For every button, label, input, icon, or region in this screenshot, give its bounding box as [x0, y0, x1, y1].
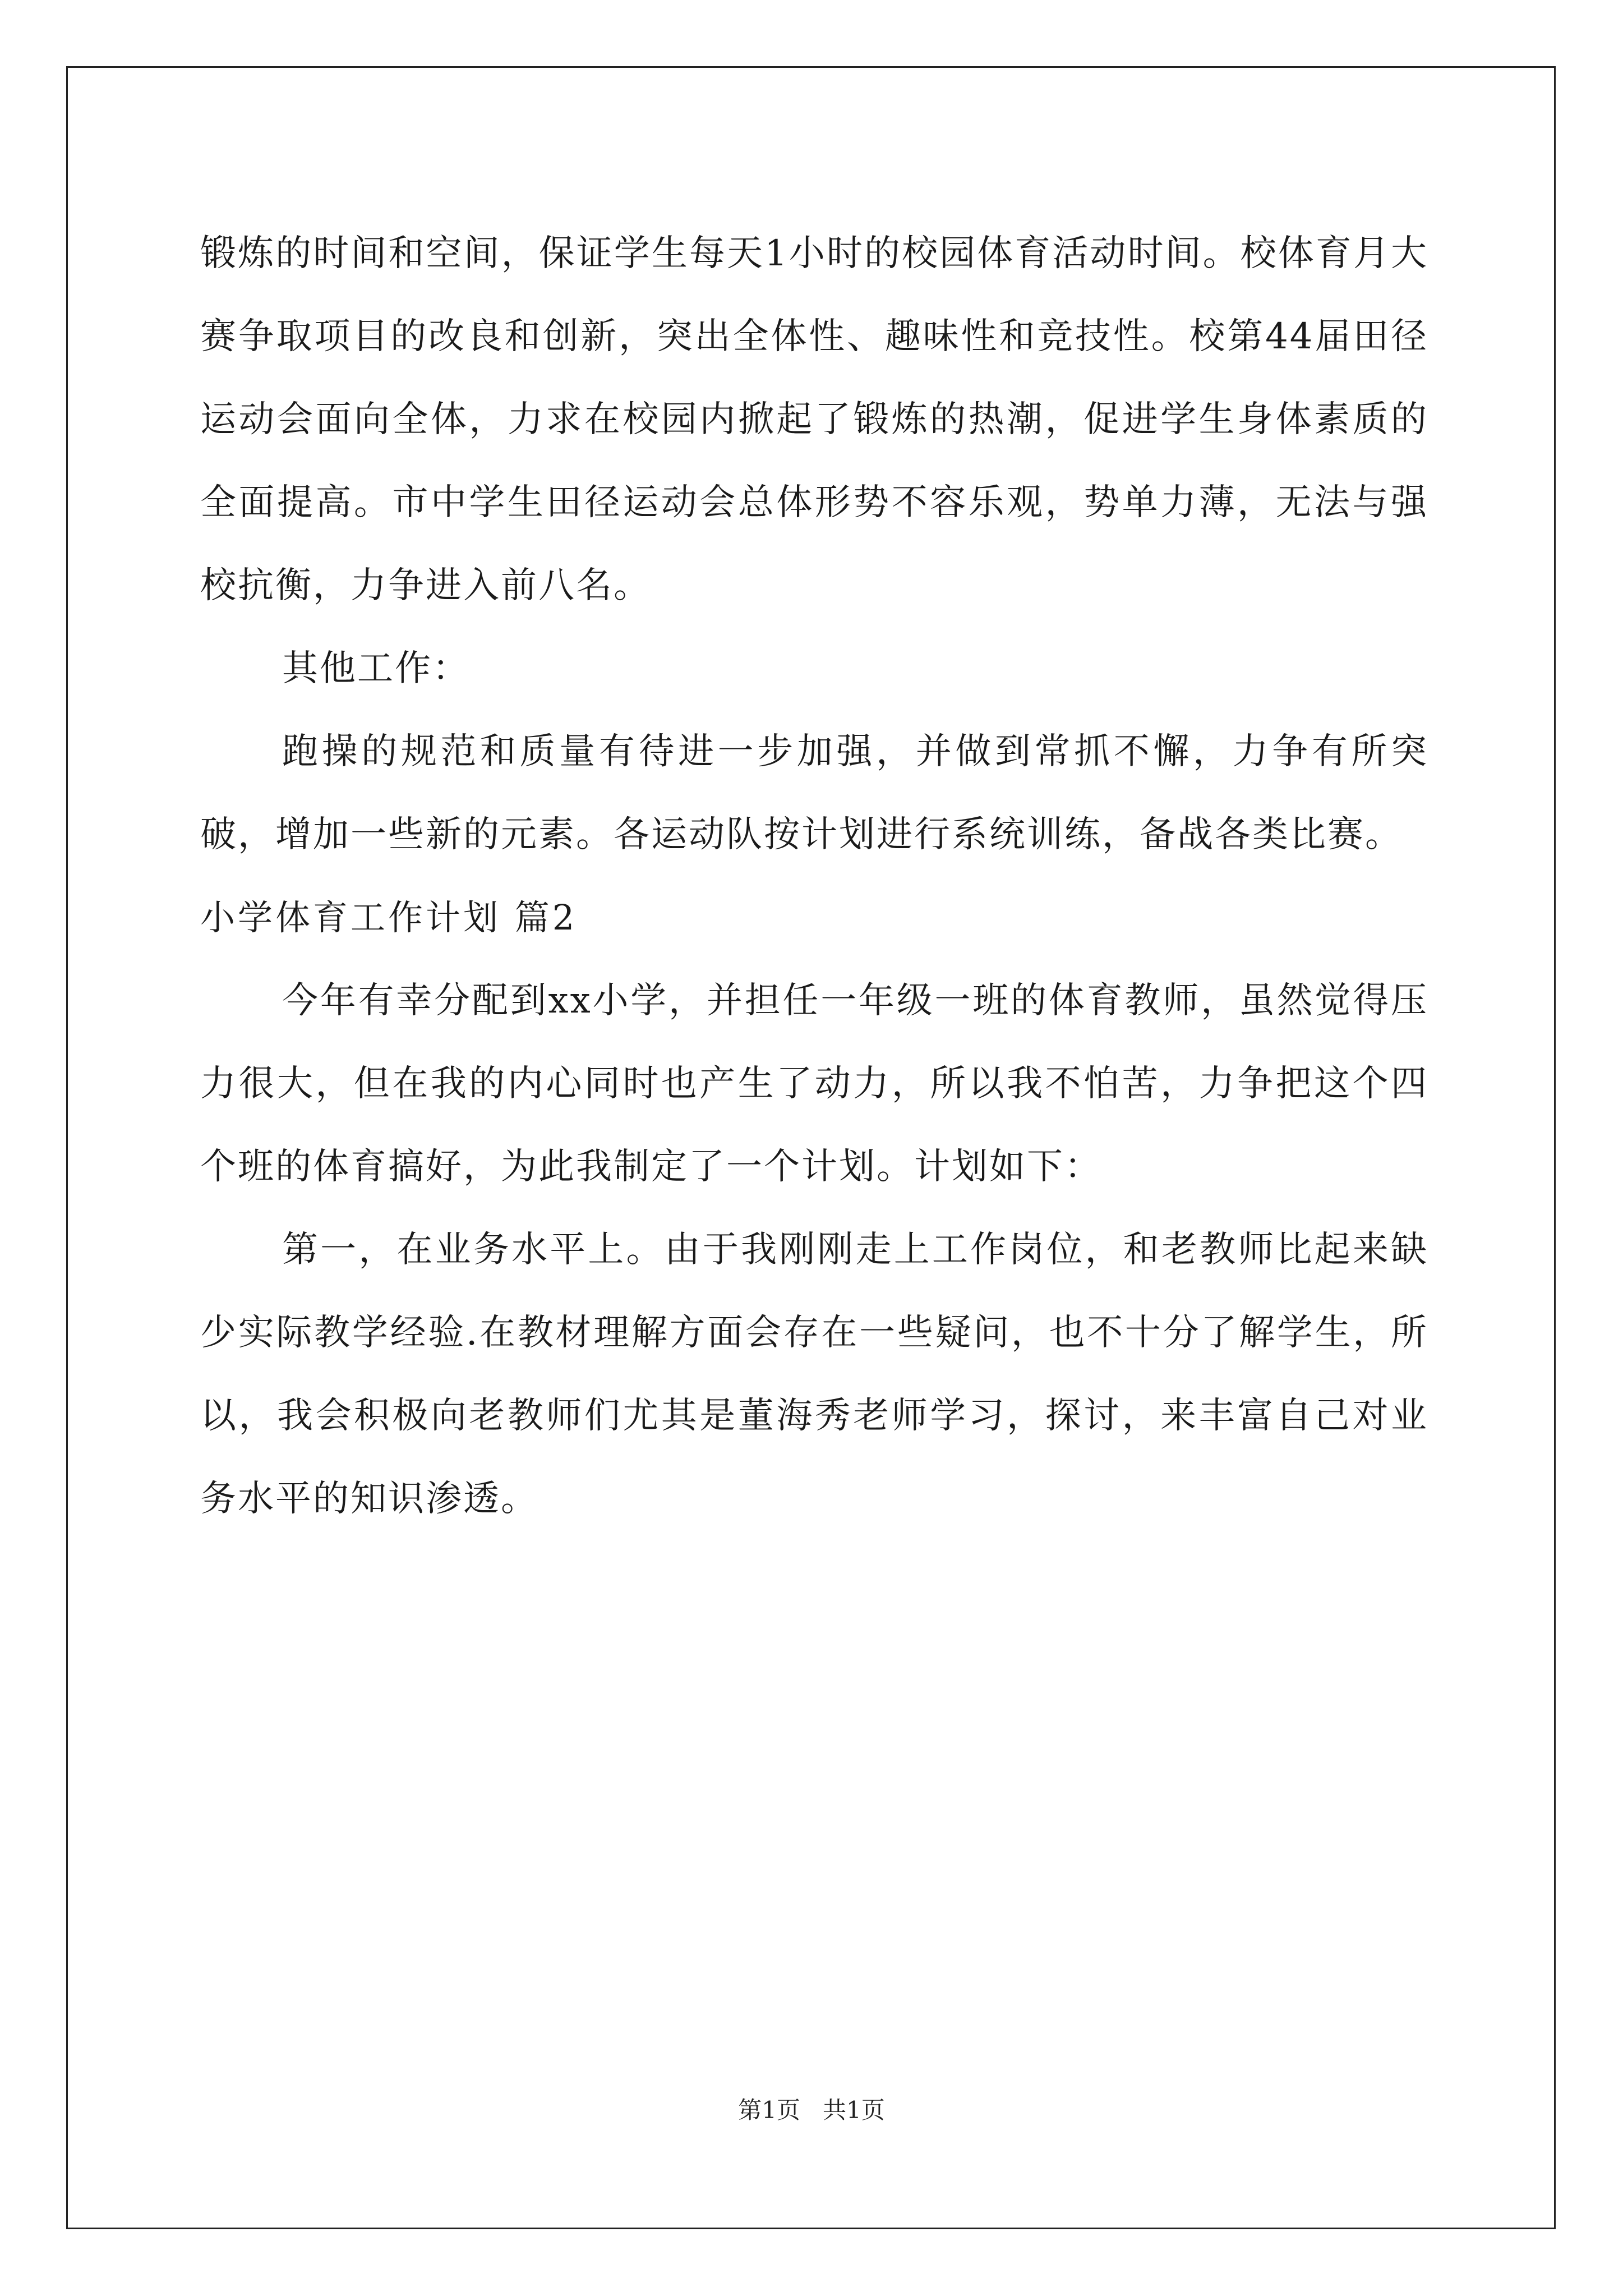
paragraph-body: 今年有幸分配到xx小学，并担任一年级一班的体育教师，虽然觉得压力很大，但在我的内心同时也产生了动力，所以我不怕苦，力争把这个四个班的体育搞好，为此我制定了一个计划。计划如下： — [200, 980, 1428, 1188]
document-body — [200, 212, 1428, 1540]
paragraph-body: 锻炼的时间和空间，保证学生每天1小时的校园体育活动时间。校体育月大赛争取项目的改良和创新，突出全体性、趣味性和竞技性。校第44届田径运动会面向全体，力求在校园内掀起了锻炼的热潮，促进学生身体素质的全面提高。市中学生田径运动会总体形势不容乐观，势单力薄，无法与强校抗衡，力争进入前八名。 — [200, 233, 1428, 606]
page-footer — [0, 2093, 1623, 2127]
paragraph-body: 跑操的规范和质量有待进一步加强，并做到常抓不懈，力争有所突破，增加一些新的元素。各运动队按计划进行系统训练，备战各类比赛。 — [200, 731, 1428, 855]
page-number: 第1页 — [738, 2096, 800, 2124]
section-heading: 小学体育工作计划 篇2 — [200, 897, 578, 938]
page-total: 共1页 — [823, 2096, 885, 2124]
footer-separator — [800, 2096, 823, 2124]
paragraph-other-work-label: 其他工作： — [282, 648, 470, 689]
paragraph-body: 第一，在业务水平上。由于我刚刚走上工作岗位，和老教师比起来缺少实际教学经验.在教材理解方面会存在一些疑问，也不十分了解学生，所以，我会积极向老教师们尤其是董海秀老师学习，探讨，来丰富自己对业务水平的知识渗透。 — [200, 1229, 1428, 1520]
